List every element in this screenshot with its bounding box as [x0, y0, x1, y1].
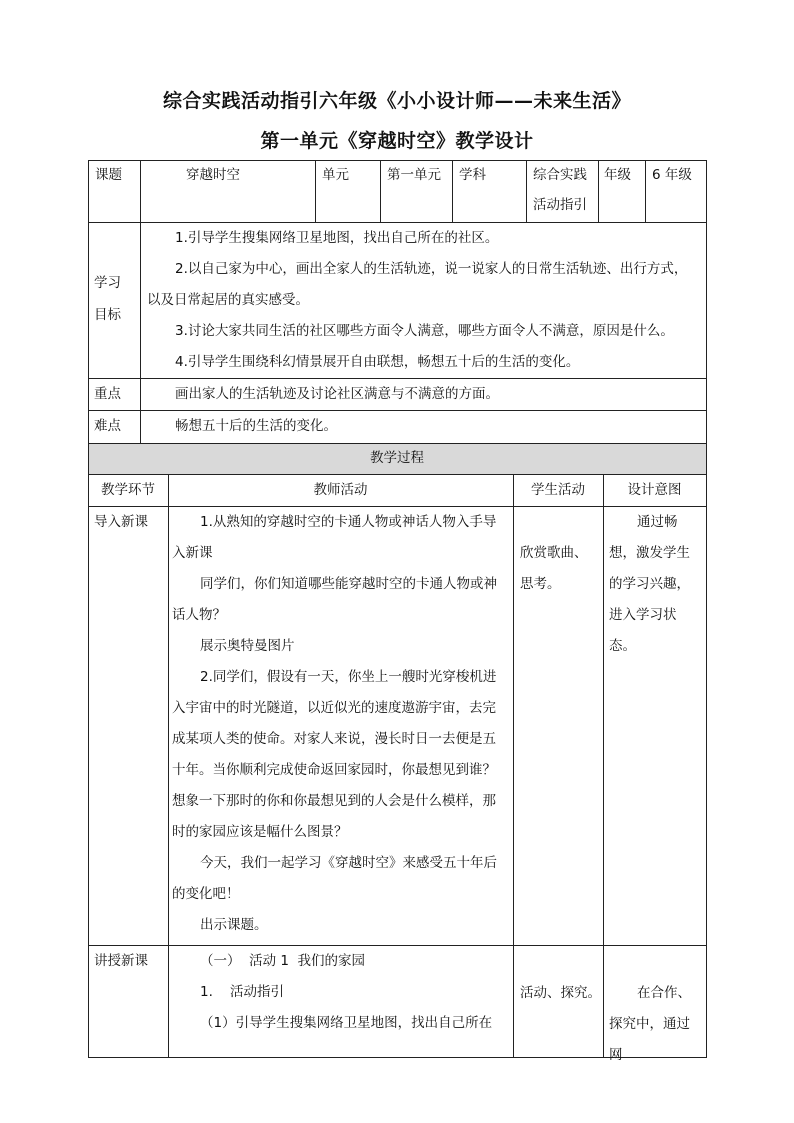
- document-title: 综合实践活动指引六年级《小小设计师——未来生活》: [162, 90, 631, 112]
- column-header-intent: 设计意图: [627, 482, 682, 498]
- key-point-text: 画出家人的生活轨迹及讨论社区满意与不满意的方面。: [175, 386, 499, 402]
- unit-value: 第一单元: [387, 167, 441, 183]
- difficulty-label: 难点: [94, 418, 121, 434]
- topic-value: 穿越时空: [186, 167, 240, 183]
- objective-item: 1.引导学生搜集网络卫星地图，找出自己所在的社区。: [175, 230, 499, 246]
- teacher-paragraph: 今天，我们一起学习《穿越时空》来感受五十年后的变化吧！: [172, 855, 497, 902]
- objective-item: 2.以自己家为中心，画出全家人的生活轨迹，说一说家人的日常生活轨迹、出行方式，以及日常起居的真实感受。: [147, 261, 688, 308]
- stage-cell: 讲授新课: [94, 953, 148, 969]
- design-intent-cell: 在合作、探究中，通过网: [609, 985, 691, 1063]
- grade-value: 6 年级: [652, 167, 692, 183]
- teacher-paragraph: 展示奥特曼图片: [200, 638, 295, 654]
- objectives-label-2: 目标: [94, 307, 121, 323]
- teacher-paragraph: 出示课题。: [200, 917, 268, 933]
- grade-label: 年级: [604, 167, 631, 183]
- subject-label: 学科: [459, 167, 486, 183]
- document-subtitle: 第一单元《穿越时空》教学设计: [260, 130, 534, 152]
- stage-cell: 导入新课: [94, 514, 148, 530]
- column-header-student: 学生活动: [531, 482, 585, 498]
- teacher-paragraph: 1. 活动指引: [200, 984, 285, 1000]
- subject-value-line1: 综合实践: [533, 167, 587, 183]
- student-activity-cell: 活动、探究。: [520, 985, 601, 1001]
- column-header-stage: 教学环节: [101, 482, 155, 498]
- teacher-paragraph: 2.同学们，假设有一天，你坐上一艘时光穿梭机进入宇宙中的时光隧道，以近似光的速度遨游宇宙，去完成某项人类的使命。对家人来说，漫长时日一去便是五十年。当你顺利完成使命返回家园时，你最想见到谁？想象一下那时的你和你最想见到的人会是什么模样，那时的家园应该是幅什么图景？: [172, 669, 497, 840]
- objectives-list: [147, 223, 700, 378]
- objective-item: 4.引导学生围绕科幻情景展开自由联想，畅想五十后的生活的变化。: [175, 354, 580, 370]
- objectives-label-1: 学习: [94, 275, 121, 291]
- unit-label: 单元: [322, 167, 349, 183]
- process-header: 教学过程: [370, 450, 424, 466]
- teacher-activity-cell: [172, 507, 509, 941]
- difficulty-text: 畅想五十后的生活的变化。: [175, 418, 337, 434]
- teacher-paragraph: （1）引导学生搜集网络卫星地图，找出自己所在: [200, 1015, 493, 1031]
- column-header-teacher: 教师活动: [313, 482, 368, 498]
- topic-label: 课题: [95, 167, 122, 183]
- teacher-paragraph: （一） 活动 1 我们的家园: [200, 953, 366, 969]
- design-intent-cell: 通过畅想，激发学生的学习兴趣，进入学习状态。: [609, 514, 690, 654]
- teacher-paragraph: 同学们，你们知道哪些能穿越时空的卡通人物或神话人物？: [172, 576, 497, 623]
- subject-value-line2: 活动指引: [533, 197, 587, 213]
- key-point-label: 重点: [94, 386, 121, 402]
- teacher-activity-cell: [172, 946, 509, 1039]
- teacher-paragraph: 1.从熟知的穿越时空的卡通人物或神话人物入手导入新课: [172, 514, 497, 561]
- student-activity-cell: 欣赏歌曲、思考。: [520, 545, 588, 592]
- objective-item: 3.讨论大家共同生活的社区哪些方面令人满意，哪些方面令人不满意，原因是什么。: [175, 323, 674, 339]
